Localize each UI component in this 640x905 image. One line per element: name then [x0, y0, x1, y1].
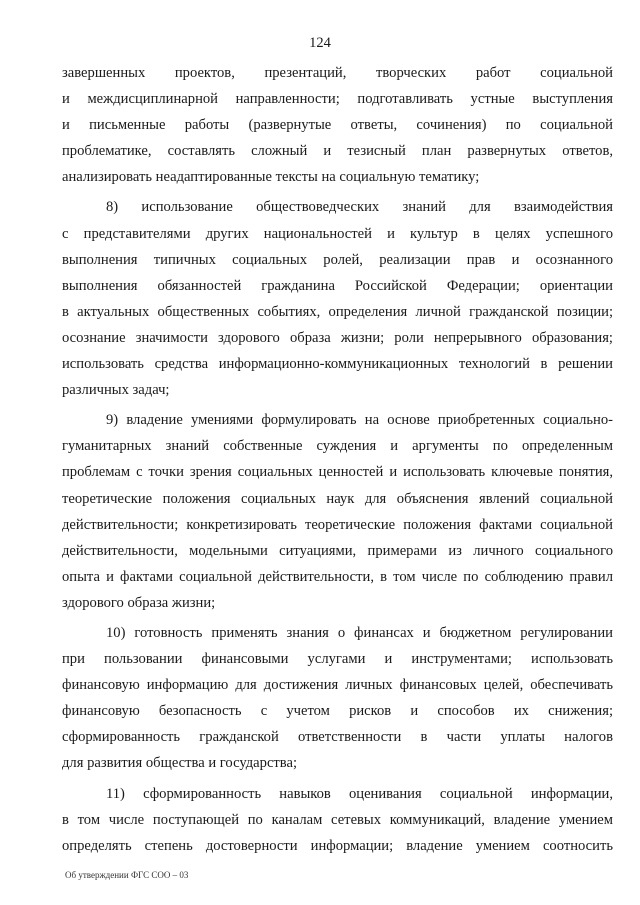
- paragraph: [62, 781, 613, 859]
- text-line: 8) использование обществоведческих знаний для взаимодействия: [106, 199, 613, 216]
- text-line: финансовую безопасность с учетом рисков и способов их снижения;: [62, 703, 613, 720]
- text-line: различных задач;: [62, 382, 170, 399]
- paragraph: [62, 60, 613, 190]
- text-line: использовать средства информационно-коммуникационных технологий в решении: [62, 356, 613, 373]
- text-line: 9) владение умениями формулировать на основе приобретенных социально-: [106, 412, 613, 429]
- document-footer: Об утверждении ФГС СОО – 03: [65, 870, 189, 880]
- text-line: выполнения обязанностей гражданина Российской Федерации; ориентации: [62, 277, 613, 294]
- text-line: 10) готовность применять знания о финансах и бюджетном регулировании: [106, 624, 613, 641]
- text-line: завершенных проектов, презентаций, творческих работ социальной: [62, 65, 613, 81]
- text-line: для развития общества и государства;: [62, 755, 298, 772]
- text-line: проблемам с точки зрения социальных ценностей и использовать ключевые понятия,: [62, 464, 613, 481]
- text-line: здорового образа жизни;: [62, 594, 216, 611]
- text-line: опыта и фактами социальной действительности, в том числе по соблюдению правил: [62, 568, 613, 585]
- text-line: и письменные работы (развернутые ответы, сочинения) по социальной: [62, 117, 613, 134]
- text-line: сформированность гражданской ответственности в части уплаты налогов: [62, 729, 613, 746]
- text-line: проблематике, составлять сложный и тезисный план развернутых ответов,: [62, 143, 613, 160]
- paragraph: [62, 194, 613, 403]
- text-line: с представителями других национальностей и культур в целях успешного: [62, 225, 613, 242]
- text-line: в актуальных общественных событиях, определения личной гражданской позиции;: [62, 303, 613, 320]
- paragraph: [62, 407, 613, 616]
- document-body: [62, 60, 613, 859]
- text-line: действительности, модельными ситуациями, примерами из личного социального: [62, 542, 613, 559]
- text-line: определять степень достоверности информации; владение умением соотносить: [62, 837, 613, 854]
- text-line: выполнения типичных социальных ролей, реализации прав и осознанного: [62, 251, 613, 268]
- text-line: при пользовании финансовыми услугами и инструментами; использовать: [62, 651, 613, 668]
- text-line: анализировать неадаптированные тексты на социальную тематику;: [62, 169, 480, 186]
- page-number: 124: [309, 35, 331, 51]
- text-line: и междисциплинарной направленности; подготавливать устные выступления: [62, 91, 613, 108]
- text-line: 11) сформированность навыков оценивания социальной информации,: [106, 785, 613, 802]
- paragraph: [62, 620, 613, 777]
- text-line: теоретические положения социальных наук для объяснения явлений социальной: [62, 490, 613, 507]
- text-line: гуманитарных знаний собственные суждения и аргументы по определенным: [62, 438, 613, 455]
- text-line: осознание значимости здорового образа жизни; роли непрерывного образования;: [62, 329, 613, 346]
- text-line: финансовую информацию для достижения личных финансовых целей, обеспечивать: [62, 677, 613, 694]
- text-line: действительности; конкретизировать теоретические положения фактами социальной: [62, 516, 613, 533]
- text-line: в том числе поступающей по каналам сетевых коммуникаций, владение умением: [62, 811, 613, 828]
